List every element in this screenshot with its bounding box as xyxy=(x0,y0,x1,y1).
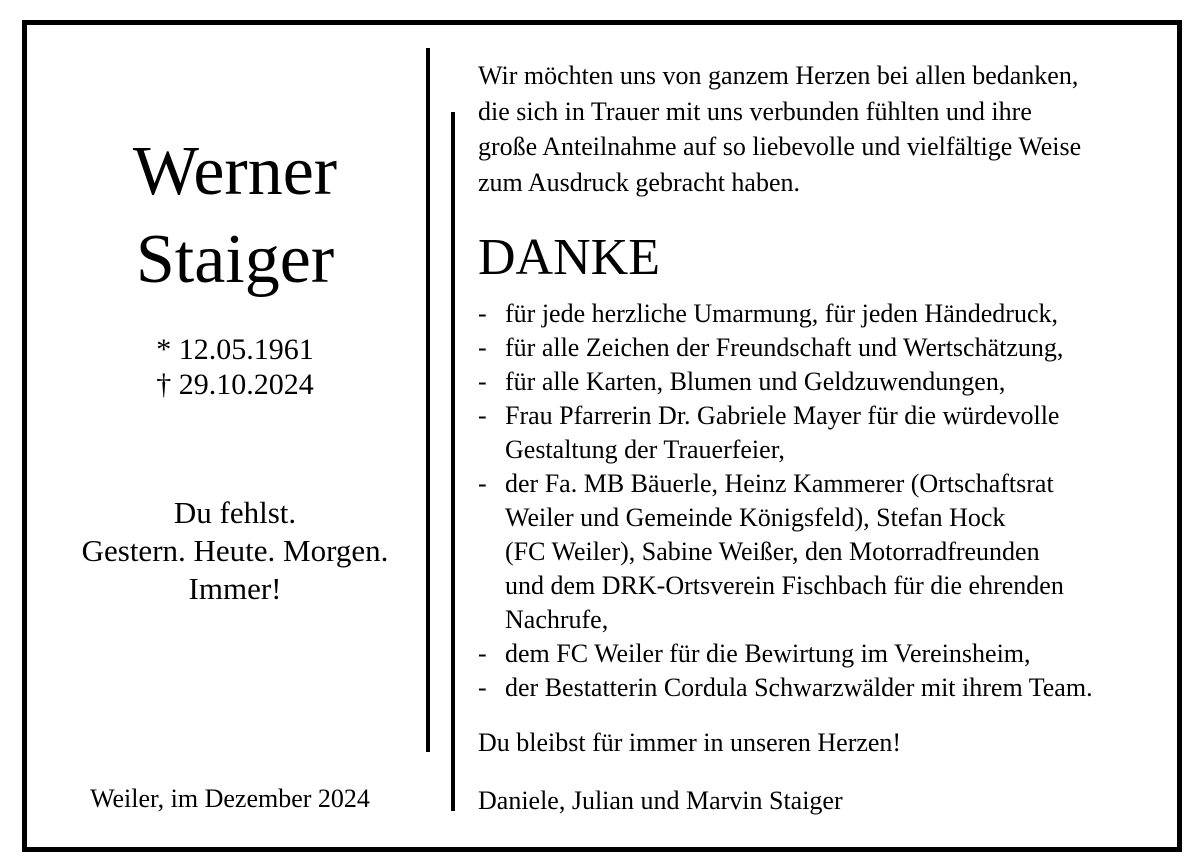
deceased-last-name: Staiger xyxy=(135,221,335,298)
thanks-item xyxy=(478,637,1168,671)
intro-line: zum Ausdruck gebracht haben. xyxy=(478,167,801,197)
thanks-item-line: Gestaltung der Trauerfeier, xyxy=(505,435,785,464)
thanks-item-line: (FC Weiler), Sabine Weißer, den Motorradfreunden xyxy=(505,537,1040,566)
thanks-item-line: und dem DRK-Ortsverein Fischbach für die ehrenden xyxy=(505,571,1064,600)
deceased-name xyxy=(30,128,440,304)
thanks-item-line: für alle Zeichen der Freundschaft und Wertschätzung, xyxy=(505,333,1064,362)
thanks-item xyxy=(478,297,1168,331)
thanks-item xyxy=(478,331,1168,365)
closing-line: Du bleibst für immer in unseren Herzen! xyxy=(478,728,902,757)
bullet-dash: - xyxy=(478,299,487,328)
death-date: † 29.10.2024 xyxy=(156,368,314,401)
bullet-dash: - xyxy=(478,333,487,362)
thanks-item-line: für alle Karten, Blumen und Geldzuwendungen, xyxy=(505,367,1006,396)
thanks-item-line: für jede herzliche Umarmung, für jeden Händedruck, xyxy=(505,299,1058,328)
intro-line: Wir möchten uns von ganzem Herzen bei allen bedanken, xyxy=(478,61,1079,90)
thanks-item xyxy=(478,399,1168,467)
divider-line-right xyxy=(451,112,455,811)
thanks-list xyxy=(478,297,1168,705)
thanks-heading: DANKE xyxy=(478,229,660,286)
thanks-item-line: dem FC Weiler für die Bewirtung im Vereinsheim, xyxy=(505,639,1031,668)
thanks-item-line: der Bestatterin Cordula Schwarzwälder mit ihrem Team. xyxy=(505,673,1093,702)
thanks-item-line: Weiler und Gemeinde Königsfeld), Stefan Hock xyxy=(505,503,1006,532)
bullet-dash: - xyxy=(478,401,487,430)
thanks-item-line: der Fa. MB Bäuerle, Heinz Kammerer (Ortschaftsrat xyxy=(505,469,1054,498)
deceased-first-name: Werner xyxy=(132,133,338,210)
bullet-dash: - xyxy=(478,639,487,668)
birth-date: * 12.05.1961 xyxy=(156,333,314,366)
intro-paragraph xyxy=(478,58,1168,200)
thanks-item xyxy=(478,365,1168,399)
motto-line: Immer! xyxy=(188,571,282,606)
bullet-dash: - xyxy=(478,673,487,702)
bullet-dash: - xyxy=(478,367,487,396)
thanks-item xyxy=(478,467,1168,637)
intro-line: große Anteilnahme auf so liebevolle und vielfältige Weise xyxy=(478,132,1082,161)
thanks-item xyxy=(478,671,1168,705)
place-and-date: Weiler, im Dezember 2024 xyxy=(90,784,370,813)
motto-line: Du fehlst. xyxy=(173,495,297,530)
bullet-dash: - xyxy=(478,469,487,498)
motto-line: Gestern. Heute. Morgen. xyxy=(81,533,389,568)
family-signature: Daniele, Julian und Marvin Staiger xyxy=(478,786,843,815)
thanks-item-line: Frau Pfarrerin Dr. Gabriele Mayer für die würdevolle xyxy=(505,401,1060,430)
thanks-item-line: Nachrufe, xyxy=(505,605,609,634)
memorial-motto xyxy=(30,494,440,608)
intro-line: die sich in Trauer mit uns verbunden fühlten und ihre xyxy=(478,96,1032,126)
life-dates xyxy=(30,332,440,402)
